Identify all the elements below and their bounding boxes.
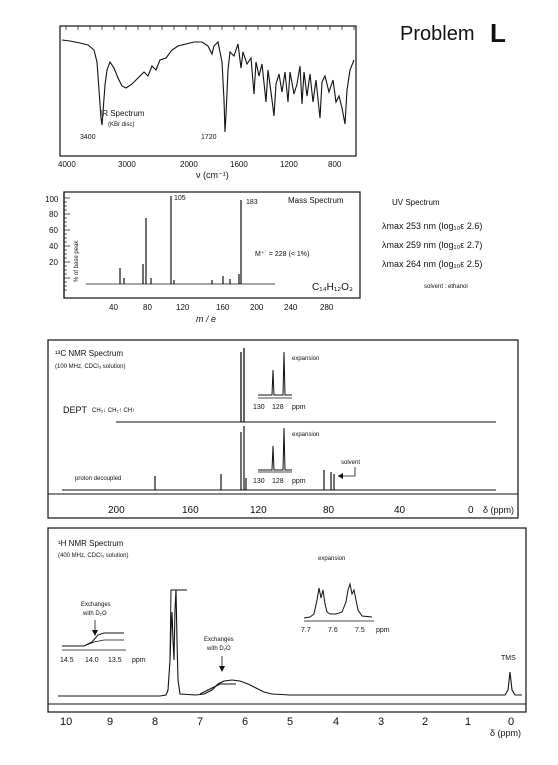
h1-exp-tick: 7.5: [355, 627, 365, 634]
uv-solvent: solvent : ethanol: [424, 284, 468, 290]
ms-y-ticks: [64, 198, 70, 290]
h1-exp-tick: 7.6: [328, 627, 338, 634]
ms-x-tick-label: 280: [320, 303, 334, 312]
ir-tick-label: 1600: [230, 160, 248, 169]
h1-tick-label: 9: [107, 716, 114, 728]
ms-y-tick-label: 40: [49, 242, 58, 251]
h1-x-axis: [48, 704, 526, 738]
tms-label: TMS: [501, 655, 516, 662]
ms-y-label: % of base peak: [74, 240, 80, 282]
h1-x-unit: δ (ppm): [490, 728, 522, 738]
c13-tick-label: 200: [108, 505, 125, 516]
proton-decoupled-label: proton decoupled: [75, 476, 122, 482]
h1-tick-label: 7: [197, 716, 204, 728]
ms-peak-label-183: 183: [246, 199, 258, 206]
h1-exp-tick: ppm: [376, 627, 390, 634]
mass-spectrum-panel: [45, 192, 360, 324]
ms-x-tick-label: 240: [284, 303, 298, 312]
inset-tick: ppm: [132, 657, 146, 664]
ms-x-tick-label: 40: [109, 303, 118, 312]
h1-tick-label: 10: [60, 716, 73, 728]
ms-x-axis: [109, 303, 334, 324]
ir-trace: [62, 40, 354, 132]
dept-legend: CH₃↓ CH₂↑ CH↑: [92, 408, 136, 414]
ms-x-tick-label: 200: [250, 303, 264, 312]
h1-expansion-label: expansion: [318, 556, 346, 562]
exchange-label-line: with D₂O: [207, 646, 231, 652]
c13-exp-tick: 130: [253, 478, 265, 485]
dept-label: DEPT: [63, 405, 88, 415]
c13-tick-label: 160: [182, 505, 199, 516]
uv-title: UV Spectrum: [392, 198, 440, 207]
ms-x-tick-label: 80: [143, 303, 152, 312]
ms-y-tick-label: 80: [49, 210, 58, 219]
ms-x-tick-label: 160: [216, 303, 230, 312]
ir-tick-label: 800: [328, 160, 342, 169]
uv-entry: λmax 259 nm (log₁₀ε 2.7): [382, 240, 483, 250]
c13-title: ¹³C NMR Spectrum: [55, 349, 124, 358]
ms-peak-label-105: 105: [174, 195, 186, 202]
ms-y-tick-label: 20: [49, 258, 58, 267]
inset-tick: 14.0: [85, 657, 99, 664]
ms-x-label: m / e: [196, 314, 217, 324]
ir-tick-label: 1200: [280, 160, 298, 169]
dept-exp-tick: 128: [272, 404, 284, 411]
exchange-label-line: Exchanges: [204, 637, 234, 643]
h1-trace: [58, 590, 522, 696]
uv-spectrum-panel: [382, 198, 482, 290]
ir-peak-label-1720: 1720: [201, 134, 217, 141]
h1-tick-label: 5: [287, 716, 294, 728]
cooh-inset: [60, 602, 146, 664]
ms-peaks: [120, 196, 241, 284]
dept-exp-tick: 130: [253, 404, 265, 411]
problem-letter: L: [490, 18, 506, 48]
ir-x-axis: [58, 156, 356, 180]
problem-label: Problem: [400, 23, 475, 45]
c13-x-axis: [48, 494, 518, 516]
solvent-arrowhead: [338, 473, 343, 479]
ir-subtitle: (KBr disc): [108, 122, 135, 128]
ms-molecular-ion: M⁺˙ = 228 (< 1%): [255, 251, 310, 258]
h1-tick-label: 1: [465, 716, 472, 728]
h1-tick-label: 6: [242, 716, 249, 728]
h1-subtitle: (400 MHz, CDCl₃ solution): [58, 553, 129, 559]
c13-subtitle: (100 MHz, CDCl₃ solution): [55, 364, 126, 370]
exchange-arrowhead: [219, 666, 225, 672]
c13-tick-label: 40: [394, 505, 406, 516]
ir-tick-label: 4000: [58, 160, 76, 169]
h1-tick-label: 4: [333, 716, 340, 728]
c13-nmr-panel: [48, 340, 518, 518]
h1-tick-label: 3: [378, 716, 385, 728]
dept-exp-tick: ppm: [292, 404, 306, 411]
h1-nmr-panel: [48, 528, 526, 738]
dept-expansion-inset: [253, 352, 319, 411]
h1-title: ¹H NMR Spectrum: [58, 539, 124, 548]
inset-exchange-label: [81, 602, 112, 617]
c13-solvent-label: solvent: [341, 460, 361, 466]
uv-entry: λmax 264 nm (log₁₀ε 2.5): [382, 259, 483, 269]
h1-integral: [200, 684, 236, 694]
ir-spectrum-panel: [58, 26, 356, 180]
inset-exchange-line: Exchanges: [81, 602, 111, 608]
ms-y-tick-label: 60: [49, 226, 58, 235]
inset-exchange-line: with D₂O: [83, 611, 107, 617]
h1-tick-label: 8: [152, 716, 159, 728]
c13-expansion-inset: [253, 428, 319, 485]
h1-expansion-inset: [301, 556, 390, 634]
ir-x-label: ν (cm⁻¹): [196, 170, 229, 180]
ir-tick-label: 3000: [118, 160, 136, 169]
c13-expansion-label: expansion: [292, 432, 320, 438]
uv-entry: λmax 253 nm (log₁₀ε 2.6): [382, 221, 483, 231]
h1-exp-tick: 7.7: [301, 627, 311, 634]
ir-tick-label: 2000: [180, 160, 198, 169]
dept-expansion-label: expansion: [292, 356, 320, 362]
c13-tick-label: 120: [250, 505, 267, 516]
ms-formula: C₁₄H₁₂O₃: [312, 282, 354, 293]
ms-y-tick-label: 100: [45, 195, 59, 204]
ms-x-tick-label: 120: [176, 303, 190, 312]
inset-tick: 13.5: [108, 657, 122, 664]
c13-exp-tick: ppm: [292, 478, 306, 485]
ir-peak-label-3400: 3400: [80, 134, 96, 141]
exchange-label: [204, 637, 235, 652]
c13-tick-label: 80: [323, 505, 335, 516]
h1-tick-label: 0: [508, 716, 515, 728]
c13-tick-label: 0: [468, 505, 474, 516]
ms-title: Mass Spectrum: [288, 196, 344, 205]
inset-tick: 14.5: [60, 657, 74, 664]
ir-title: IR Spectrum: [100, 109, 145, 118]
c13-x-unit: δ (ppm): [483, 505, 515, 515]
c13-exp-tick: 128: [272, 478, 284, 485]
h1-tick-label: 2: [422, 716, 429, 728]
